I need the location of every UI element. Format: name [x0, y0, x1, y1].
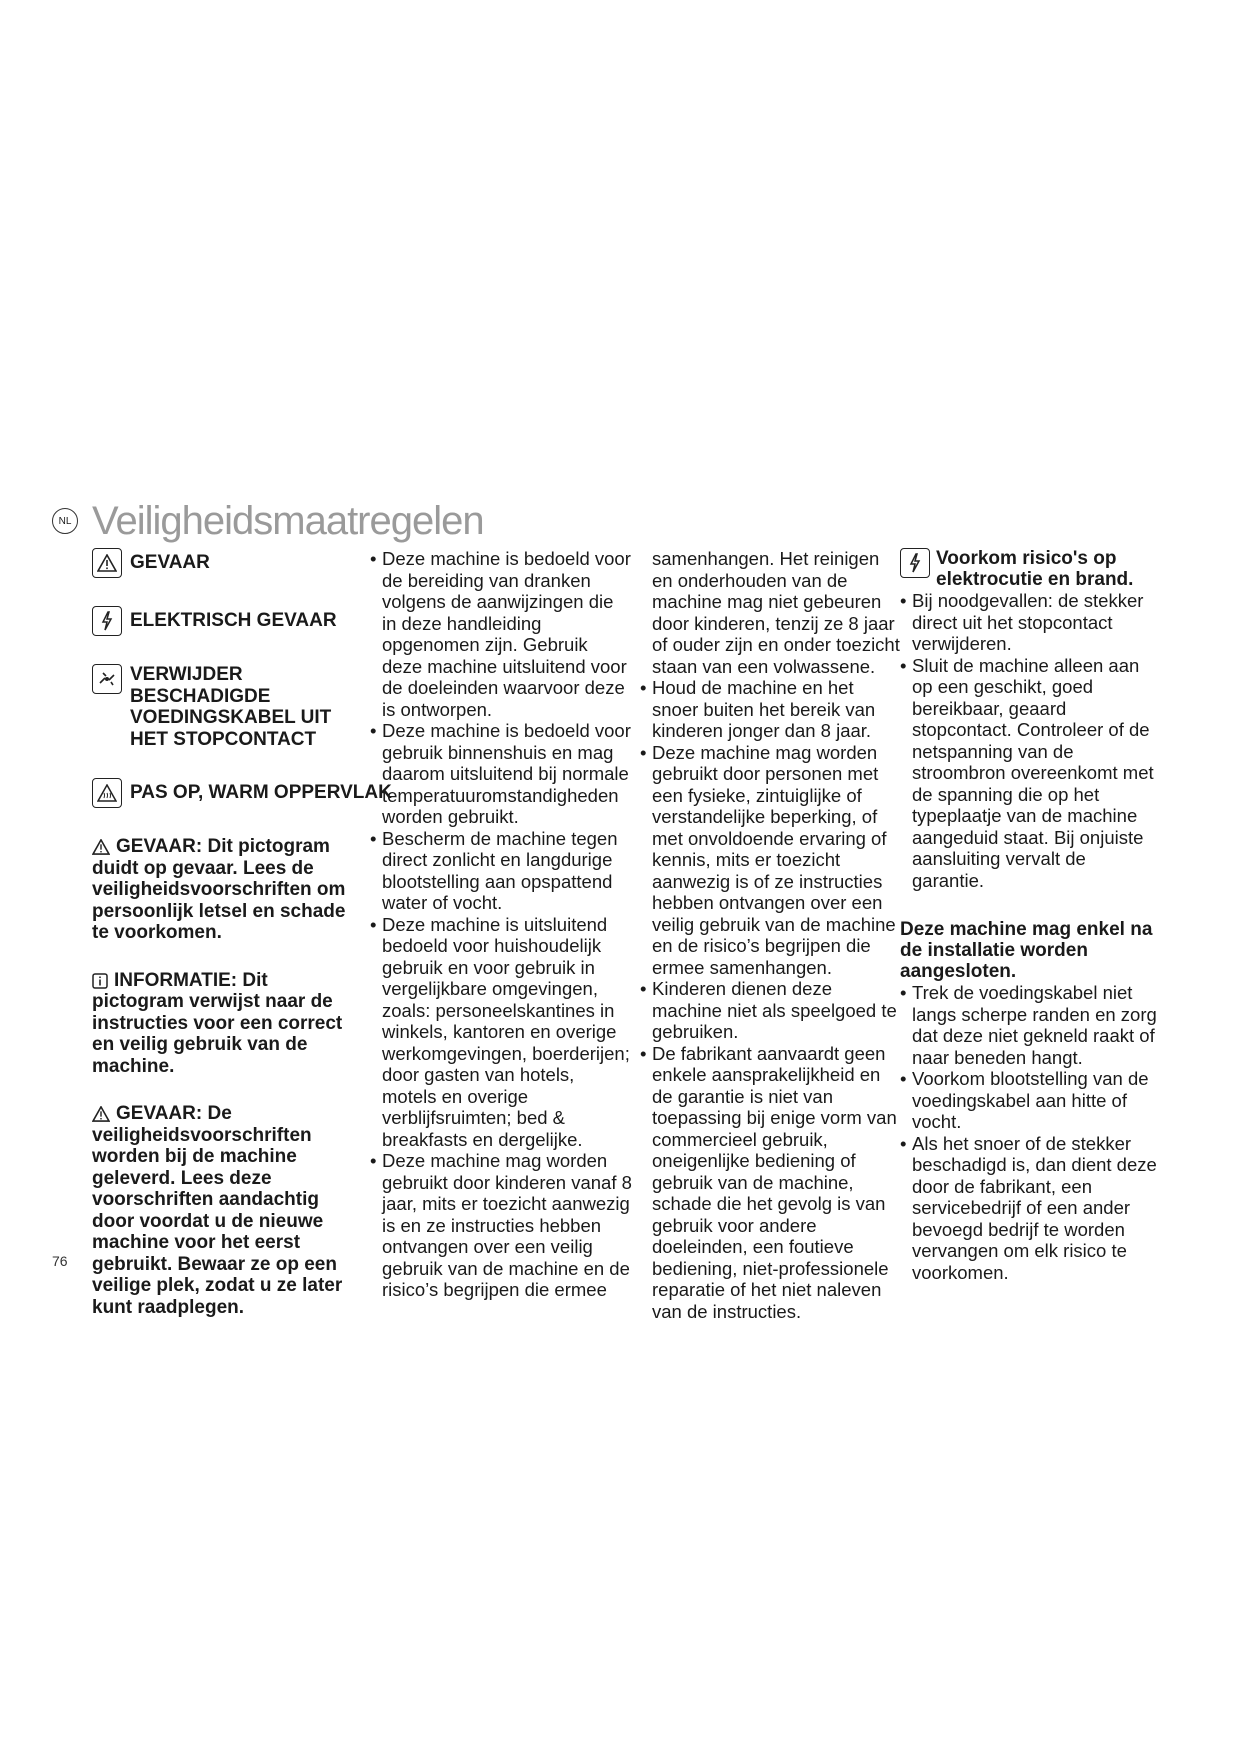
list-item: • Voorkom blootstelling van de voedingskabel aan hitte of vocht.: [900, 1068, 1162, 1133]
legend-electric: [92, 606, 364, 636]
list-item: • De fabrikant aanvaardt geen enkele aansprakelijkheid en de garantie is niet van toepassing bij enige vorm van commercieel gebruik, oneigenlijke bediening of gebruik van de machine, schade die het gevolg is van gebruik voor andere doeleinden, een foutieve bediening, niet-professionele reparatie of het niet naleven van de instructies.: [640, 1043, 900, 1323]
legend-unplug: [92, 664, 364, 750]
bullet-list: [640, 677, 900, 1322]
list-item: • Houd de machine en het snoer buiten het bereik van kinderen jonger dan 8 jaar.: [640, 677, 900, 742]
legend-hot-surface: [92, 778, 392, 808]
electric-bolt-icon: [900, 548, 930, 578]
language-badge: NL: [52, 508, 78, 534]
list-item: • Sluit de machine alleen aan op een geschikt, goed bereikbaar, geaard stopcontact. Controleer of de netspanning van de stroombron overeenkomt met de spanning die op het typeplaatje van de machine aangeduid staat. Bij onjuiste aansluiting vervalt de garantie.: [900, 655, 1162, 892]
section-heading-installation: Deze machine mag enkel na de installatie worden aangesloten.: [900, 919, 1153, 982]
list-item: • Bescherm de machine tegen direct zonlicht en langdurige blootstelling aan opspattend water of vocht.: [370, 828, 632, 914]
list-item: • Bij noodgevallen: de stekker direct uit het stopcontact verwijderen.: [900, 590, 1162, 655]
bullet-list: [900, 590, 1162, 891]
unplug-icon: [92, 664, 122, 694]
list-item: • Deze machine is bedoeld voor gebruik binnenshuis en mag daarom uitsluitend bij normale temperatuuromstandigheden worden gebruikt.: [370, 720, 632, 828]
list-item: • Deze machine mag worden gebruikt door kinderen vanaf 8 jaar, mits er toezicht aanwezig is en ze instructies hebben ontvangen over een veilig gebruik van de machine en de risico’s begrijpen die ermee: [370, 1150, 632, 1301]
page-header: [52, 497, 484, 545]
legend-label: ELEKTRISCH GEVAAR: [130, 610, 337, 632]
column-2: [370, 548, 632, 1301]
legend-danger: [92, 548, 364, 578]
list-item: • Kinderen dienen deze machine niet als speelgoed te gebruiken.: [640, 978, 900, 1043]
section-heading-electrocution: Voorkom risico's op elektrocutie en brand.: [900, 548, 1162, 590]
warning-triangle-icon: [92, 1106, 110, 1122]
legend-label: PAS OP, WARM OPPERVLAK: [130, 782, 392, 804]
bullet-list: [900, 982, 1162, 1283]
list-item: • Trek de voedingskabel niet langs scherpe randen en zorg dat deze niet gekneld raakt of naar beneden hangt.: [900, 982, 1162, 1068]
info-pictogram-note: INFORMATIE: Dit pictogram verwijst naar de instructies voor een correct en veilig gebruik van de machine.: [92, 969, 343, 1077]
safety-instructions-note: GEVAAR: De veiligheidsvoorschriften worden bij de machine geleverd. Lees deze voorschriften aandachtig door voordat u de nieuwe machine voor het eerst gebruikt. Bewaar ze op een veilige plek, zodat u ze later kunt raadplegen.: [92, 1103, 343, 1318]
column-3: [640, 548, 900, 1322]
warning-triangle-icon: [92, 839, 110, 855]
legend-label: VERWIJDER BESCHADIGDE VOEDINGSKABEL UIT HET STOPCONTACT: [130, 664, 332, 750]
list-item: • Deze machine mag worden gebruikt door personen met een fysieke, zintuiglijke of verstandelijke beperking, of met onvoldoende ervaring of kennis, mits er toezicht aanwezig is of ze instructies hebben ontvangen over een veilig gebruik van de machine en de risico’s begrijpen die ermee samenhangen.: [640, 742, 900, 979]
list-item: • Deze machine is uitsluitend bedoeld voor huishoudelijk gebruik en voor gebruik in vergelijkbare omgevingen, zoals: personeelskantines in winkels, kantoren en overige werkomgevingen, boerderijen; door gasten van hotels, motels en overige verblijfsruimten; bed & breakfasts en dergelijke.: [370, 914, 632, 1151]
info-icon: [92, 973, 108, 989]
column-1: [92, 548, 392, 1344]
continued-text: samenhangen. Het reinigen en onderhouden van de machine mag niet gebeuren door kinderen, tenzij ze 8 jaar of ouder zijn en onder toezicht staan van een volwassene.: [652, 548, 900, 677]
warning-triangle-icon: [92, 548, 122, 578]
hot-surface-icon: [92, 778, 122, 808]
bullet-list: [370, 548, 632, 1301]
electric-bolt-icon: [92, 606, 122, 636]
page-number: 76: [52, 1253, 68, 1269]
page-title: Veiligheidsmaatregelen: [92, 498, 484, 543]
list-item: • Als het snoer of de stekker beschadigd is, dan dient deze door de fabrikant, een servicebedrijf of een ander bevoegd bedrijf te worden vervangen om elk risico te voorkomen.: [900, 1133, 1162, 1284]
column-4: [900, 548, 1162, 1283]
legend-label: GEVAAR: [130, 552, 210, 574]
list-item: • Deze machine is bedoeld voor de bereiding van dranken volgens de aanwijzingen die in deze handleiding opgenomen zijn. Gebruik deze machine uitsluitend voor de doeleinden waarvoor deze is ontworpen.: [370, 548, 632, 720]
danger-pictogram-note: GEVAAR: Dit pictogram duidt op gevaar. Lees de veiligheidsvoorschriften om persoonlijk letsel en schade te voorkomen.: [92, 836, 346, 943]
